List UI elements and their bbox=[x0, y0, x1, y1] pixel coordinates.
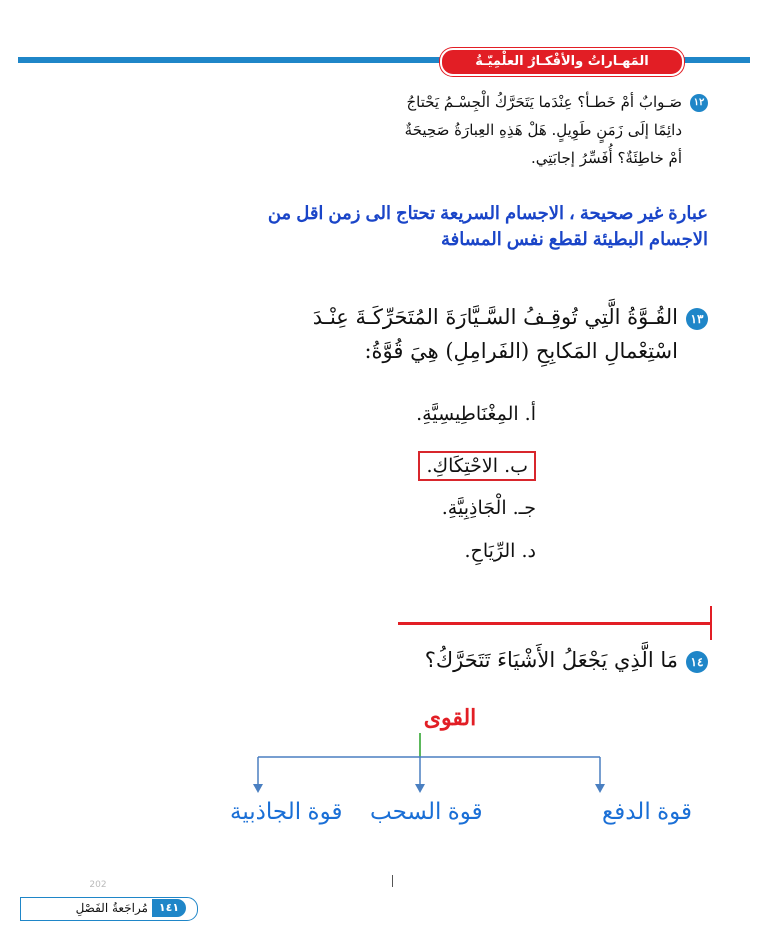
question-12-text: صَـوابٌ أمْ خَطـأ؟ عِنْدَما يَتَحَرَّكُ الْجِسْـمُ يَحْتاجُ bbox=[406, 93, 682, 111]
option-c[interactable]: جـ. الْجَاذِبِيَّةِ. bbox=[441, 497, 536, 519]
forces-title: القوى bbox=[423, 705, 477, 730]
branch-pull-force: قوة السحب bbox=[370, 798, 483, 824]
question-14-number: ١٤ bbox=[686, 651, 708, 673]
diagram-arrow-middle-head bbox=[415, 784, 425, 793]
page-center-mark bbox=[392, 875, 393, 887]
diagram-arrow-left-head bbox=[253, 784, 263, 793]
branch-gravity-force: قوة الجاذبية bbox=[230, 798, 343, 824]
answer-12-line-1: عبارة غير صحيحة ، الاجسام السريعة تحتاج الى زمن اقل من bbox=[267, 203, 708, 223]
answer-12-line-2: الاجسام البطيئة لقطع نفس المسافة bbox=[441, 229, 708, 249]
section-title: المَهـاراتُ والأفْكـارُ العلْمِيّـةُ bbox=[440, 48, 684, 76]
question-13-number: ١٣ bbox=[686, 308, 708, 330]
question-12-line-3: أمْ خاطِئَةٌ؟ أُفَسِّرُ إجابَتِي. bbox=[530, 149, 682, 167]
footer-label: مُراجَعةُ الفَصْلِ bbox=[75, 901, 148, 915]
question-12-line-2: دائِمًا إلَى زَمَنٍ طَوِيلٍ. هَلْ هَذِهِ العِبارَةُ صَحِيحَةٌ bbox=[404, 121, 682, 139]
question-12-number: ١٢ bbox=[690, 94, 708, 112]
option-d[interactable]: د. الرِّيَاحِ. bbox=[464, 540, 536, 562]
option-b-selected[interactable]: ب. الاحْتِكَاكِ. bbox=[418, 451, 536, 481]
diagram-arrow-right-head bbox=[595, 784, 605, 793]
option-a[interactable]: أ. المِغْنَاطِيسِيَّةِ. bbox=[416, 403, 536, 425]
page-number: ١٤١ bbox=[152, 899, 186, 917]
footer-watermark: 202 bbox=[89, 880, 107, 890]
question-14-text: مَا الَّذِي يَجْعَلُ الأَشْيَاءَ تَتَحَرَّكُ؟ bbox=[424, 648, 678, 672]
branch-push-force: قوة الدفع bbox=[602, 798, 693, 824]
question-13-line-2: اسْتِعْمالِ المَكابِحِ (الفَرامِلِ) هِيَ قُوَّةُ: bbox=[364, 339, 678, 363]
question-13-text: القُـوَّةُ الَّتِي تُوقِـفُ السَّـيَّارَةَ المُتَحَرِّكَـةَ عِنْـدَ bbox=[312, 305, 678, 329]
